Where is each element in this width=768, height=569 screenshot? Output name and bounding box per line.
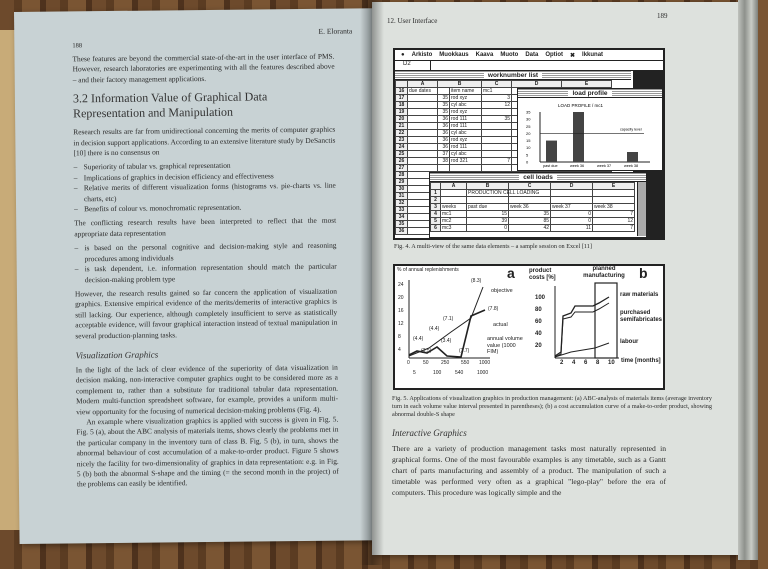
row-header: 1 <box>431 190 441 197</box>
y-tick-label: 12 <box>398 321 404 327</box>
row-header: 4 <box>431 211 441 218</box>
panel-label: b <box>639 265 648 281</box>
load-profile-window <box>517 88 663 171</box>
cell: 37 <box>438 151 450 158</box>
x-tick-label: past due <box>543 164 558 168</box>
cell: rod 321 <box>450 158 482 165</box>
row-header: 28 <box>396 172 408 179</box>
data-label: (4.4) <box>429 326 440 332</box>
cell: 39 <box>467 218 509 225</box>
cell <box>408 165 438 172</box>
list-item: – Superiority of tabular vs. graphical representation <box>74 160 336 173</box>
y-tick-label: 20 <box>398 295 404 301</box>
cell <box>482 151 512 158</box>
annotation: planned manufacturing <box>583 266 625 279</box>
bullet-list <box>74 160 337 215</box>
column-header: C <box>482 81 512 88</box>
row-header: 33 <box>396 207 408 214</box>
cell: 7 <box>593 225 635 232</box>
window-title: worknumber list <box>484 72 542 79</box>
row-header: 5 <box>431 218 441 225</box>
corner-cell <box>396 81 408 88</box>
y-tick-label: 20 <box>526 130 531 136</box>
column-header: A <box>441 183 467 190</box>
axis-label: time [months] <box>621 358 661 364</box>
cell <box>408 151 438 158</box>
cell <box>408 158 438 165</box>
cell: mc2 <box>441 218 467 225</box>
y-tick-label: 80 <box>535 307 542 313</box>
semifabricates-line <box>555 303 609 357</box>
cell: 12 <box>482 102 512 109</box>
cell <box>441 197 467 204</box>
x-tick-label: 4 <box>572 360 576 366</box>
cell: 35 <box>438 95 450 102</box>
table-row <box>431 190 635 197</box>
y-tick-label: 35 <box>526 109 531 115</box>
cell: 7 <box>482 158 512 165</box>
x-tick-label: 0 <box>407 360 410 366</box>
data-label: (8.3) <box>471 278 482 284</box>
cell: mc3 <box>441 225 467 232</box>
axis-label: % of annual replenishments <box>397 267 459 273</box>
paragraph: The conflicting research results have been interpreted to reflect that the most appropriate data representation <box>74 216 337 239</box>
row-header: 22 <box>396 130 408 137</box>
paragraph: In the light of the lack of clear evidence of the superiority of data visualization in decision making, non-interactive computer graphics ought to be considered more as a complement to, rather than a substitute for traditional tabular data representation. Modern multi-function spreadsheet software, for example, provides a uniform multi-view opportunity for the focusing of numerical decision-making problems (Fig. 4). <box>75 362 339 416</box>
x-tick-label: 250 <box>441 360 450 366</box>
row-header: 3 <box>431 204 441 211</box>
legend-label: raw materials <box>620 292 659 298</box>
paragraph: An example where visualization graphics is applied with success is given in Fig. 5. Fig. 5 (a), about the ABC analysis of materials items, shows clearly the problems met in the particular company in the inventory turn of class B. Fig. 5 (b), in turn, shows the abnormal behaviour of cost accumulation of a make-to-order product. Figure 5 shows nicely the facility for two-dimensionality of graphics in data representation: e.g. in Fig. 5 (b) both the abnormal S-shape and the timing (= the second month in the project) of the problems can easily be identified. <box>76 414 339 489</box>
cell: PRODUCTION CELL LOADING <box>468 189 540 196</box>
x-tick-label: 1000 <box>479 360 491 366</box>
paragraph: There are a variety of production management tasks most naturally represented in graphical forms. One of the most favourable examples is any timetable, such as a Gantt chart of parts manufacturing and assembly of a product. The manipulation of such a timetable was performed very often as a graphical "lego-play" before the era of computers. This procedure was logically simple and the <box>392 444 666 497</box>
cell: rod 111 <box>450 116 482 123</box>
row-header: 24 <box>396 144 408 151</box>
running-head: E. Eloranta <box>318 26 353 36</box>
section-title: 3.2 Information Value of Graphical Data Representation and Manipulation <box>72 89 268 121</box>
cell: week 37 <box>551 204 593 211</box>
x-tick-label: 8 <box>596 360 600 366</box>
x-tick-label: 6 <box>584 360 588 366</box>
row-header: 36 <box>396 228 408 235</box>
cell: 36 <box>438 123 450 130</box>
row-header: 2 <box>431 197 441 204</box>
row-header: 35 <box>396 221 408 228</box>
y-tick-label: 8 <box>398 334 401 340</box>
cell: 12 <box>593 218 635 225</box>
column-header: B <box>438 81 482 88</box>
y-tick-label: 10 <box>526 145 531 151</box>
row-header: 20 <box>396 116 408 123</box>
data-label: (3.4) <box>441 338 452 344</box>
x-tick-label: 550 <box>461 360 470 366</box>
row-header: 25 <box>396 151 408 158</box>
row-header: 18 <box>396 102 408 109</box>
formula-bar <box>395 61 663 71</box>
list-item: – is task dependent, i.e. information representation should match the particular decision-making problem type <box>75 262 337 286</box>
group-label: 5 <box>413 370 416 376</box>
table-row <box>431 225 635 232</box>
window-title: cell loads <box>519 174 557 181</box>
row-header: 16 <box>396 88 408 95</box>
row-header: 34 <box>396 214 408 221</box>
cell: due dates <box>408 88 438 95</box>
cell: mc1 <box>482 88 512 95</box>
cell-reference: D2 <box>395 61 431 70</box>
menu-item: Optiot <box>545 52 564 58</box>
figure-5 <box>393 264 665 390</box>
row-header: 32 <box>396 200 408 207</box>
table-row <box>431 197 635 204</box>
load-profile-chart <box>518 98 661 170</box>
y-tick-label: 100 <box>535 295 546 301</box>
panel-label: a <box>507 265 515 281</box>
legend-label: purchased semifabricates <box>620 310 663 323</box>
cell: rod xyz <box>450 95 482 102</box>
figure-5-caption: Fig. 5. Applications of visualization graphics in production management: (a) ABC-analysis of materials items (average inventory turn in each volume value interval presented in parentheses); (b) a cost accumulation curve of a make-to-order product, showing abnormal double-S shape <box>392 395 712 418</box>
column-header: D <box>512 81 562 88</box>
cell: cyl abc <box>450 102 482 109</box>
running-head: 12. User Interface <box>387 17 438 25</box>
group-label: 1000 <box>477 370 489 376</box>
cell <box>438 165 450 172</box>
x-tick-label: week 36 <box>570 164 585 168</box>
axis-label: annual volume value (1000 FIM) <box>487 336 523 355</box>
cell <box>482 109 512 116</box>
column-header: A <box>408 81 438 88</box>
bullet-list <box>74 241 336 285</box>
capacity-label: capacity level <box>620 127 642 132</box>
group-label: 540 <box>455 370 464 376</box>
paragraph: However, the research results gained so far concern the application of visualization graphics. Extensive empirical evidence of the merits/demerits of interactive graphics is still lacking. Our experience, although completely insufficient to serve as statistically acceptable evidence, will favour graphical interaction instead of textual manipulation in several production-planning tasks. <box>74 286 338 340</box>
paragraph: Research results are far from unidirectional concerning the merits of computer graphics in decision support applications. According to an extensive literature study by DeSanctis [10] there is no consensus on <box>73 124 336 158</box>
page-number: 189 <box>657 12 668 20</box>
table-row <box>431 211 635 218</box>
bar <box>546 141 557 162</box>
list-item: – is based on the personal cognitive and decision-making style and reasoning procedures among individuals <box>74 241 336 265</box>
menu-item: Kaava <box>475 52 494 58</box>
cell: week 38 <box>593 204 635 211</box>
cell <box>408 144 438 151</box>
chart-title: LOAD PROFILE / mc1 <box>558 103 604 108</box>
y-tick-label: 16 <box>398 308 404 314</box>
cell: 11 <box>551 225 593 232</box>
cell: rod xyz <box>450 109 482 116</box>
legend-label: actual <box>493 322 508 328</box>
cell <box>408 102 438 109</box>
cell: 3 <box>482 95 512 102</box>
menu-item: Arkisto <box>411 52 433 58</box>
cell-loads-grid <box>430 182 635 232</box>
cell: 0 <box>551 211 593 218</box>
cell: rod xyz <box>450 137 482 144</box>
y-tick-label: 5 <box>526 152 529 158</box>
figure-4-excel-screenshot <box>393 48 665 240</box>
cell <box>438 88 450 95</box>
left-page-body <box>72 52 339 495</box>
cell: 38 <box>438 158 450 165</box>
row-header: 31 <box>396 193 408 200</box>
cell: 42 <box>509 225 551 232</box>
cell: item name <box>450 88 482 95</box>
row-header: 30 <box>396 186 408 193</box>
cell: cyl abc <box>450 151 482 158</box>
apple-icon: ● <box>401 52 405 58</box>
x-tick-label: week 38 <box>624 164 639 168</box>
y-tick-label: 4 <box>398 347 401 353</box>
row-header: 21 <box>396 123 408 130</box>
row-header: 6 <box>431 225 441 232</box>
row-header: 29 <box>396 179 408 186</box>
y-tick-label: 60 <box>535 319 542 325</box>
row-header: 27 <box>396 165 408 172</box>
column-header: E <box>593 183 635 190</box>
cell: 36 <box>438 130 450 137</box>
menu-item: Muoto <box>500 52 519 58</box>
macro-icon: ✖ <box>570 52 576 59</box>
data-label: (7.8) <box>488 306 499 312</box>
menu-item: Muokkaus <box>439 52 469 58</box>
book-gutter <box>360 0 384 565</box>
subheading: Visualization Graphics <box>75 349 159 361</box>
legend-label: objective <box>491 288 513 294</box>
bar <box>627 152 638 162</box>
x-tick-label: 50 <box>423 360 429 366</box>
cell <box>408 109 438 116</box>
cell <box>482 144 512 151</box>
data-label: (4.4) <box>413 336 424 342</box>
page-edges <box>738 0 758 560</box>
table-row <box>431 204 635 211</box>
cell <box>482 165 512 172</box>
list-item: – Relative merits of different visualization forms (histograms vs. pie-charts vs. line charts, etc) <box>74 181 336 205</box>
cell <box>482 130 512 137</box>
x-tick-label: 10 <box>608 360 615 366</box>
list-item: – Implications of graphics in decision efficiency and effectiveness <box>74 170 336 183</box>
cell <box>482 137 512 144</box>
row-header: 19 <box>396 109 408 116</box>
cell: week 36 <box>509 204 551 211</box>
y-tick-label: 24 <box>398 282 404 288</box>
cell <box>408 130 438 137</box>
intro-paragraph: These features are beyond the commercial state-of-the-art in the user interface of PMS. However, research laboratories are experimenting with all the features described above – and their factory management applications. <box>72 51 335 85</box>
cell <box>441 190 467 197</box>
table-row <box>431 218 635 225</box>
y-tick-label: 30 <box>526 116 531 122</box>
cell: 35 <box>509 211 551 218</box>
cell: 36 <box>438 116 450 123</box>
cell: 36 <box>438 137 450 144</box>
cell-loads-window <box>429 172 647 238</box>
cell: rod 111 <box>450 144 482 151</box>
cell: 35 <box>482 116 512 123</box>
data-label: (1.7) <box>459 348 470 354</box>
cell: rod 111 <box>450 123 482 130</box>
right-page-body <box>392 395 712 502</box>
cell: 36 <box>438 144 450 151</box>
data-label: (3.5) <box>421 348 432 354</box>
page-number: 188 <box>72 42 83 50</box>
cell: 35 <box>438 102 450 109</box>
cell: 0 <box>551 218 593 225</box>
subheading: Interactive Graphics <box>392 428 467 438</box>
row-header: 23 <box>396 137 408 144</box>
menu-item: Ikkunat <box>582 52 604 58</box>
cell: 35 <box>438 109 450 116</box>
column-header: D <box>551 183 593 190</box>
y-tick-label: 15 <box>526 138 531 144</box>
cell <box>450 165 482 172</box>
cell: mc1 <box>441 211 467 218</box>
axis-label: product costs [%] <box>529 268 556 281</box>
raw-materials-line <box>555 297 609 356</box>
vertical-scrollbar[interactable] <box>637 182 646 236</box>
cell <box>408 95 438 102</box>
cell <box>509 197 551 204</box>
menu-item: Data <box>525 52 539 58</box>
y-tick-label: 20 <box>535 343 542 349</box>
legend-label: labour <box>620 339 639 345</box>
corner-cell <box>431 183 441 190</box>
left-page <box>14 8 380 544</box>
cell <box>408 137 438 144</box>
cell <box>551 190 593 197</box>
cell <box>551 197 593 204</box>
column-header: C <box>509 183 551 190</box>
cell: cyl abc <box>450 130 482 137</box>
row-header: 17 <box>396 95 408 102</box>
group-label: 100 <box>433 370 442 376</box>
cell <box>593 190 635 197</box>
cell: weeks <box>441 204 467 211</box>
bar <box>573 112 584 162</box>
labour-line <box>555 343 609 357</box>
column-header: B <box>467 183 509 190</box>
cell: 85 <box>509 218 551 225</box>
right-page <box>372 2 742 555</box>
column-header: E <box>562 81 612 88</box>
cell: past due <box>467 204 509 211</box>
window-title: load profile <box>568 90 611 97</box>
x-tick-label: week 37 <box>597 164 612 168</box>
cell: 15 <box>467 211 509 218</box>
x-tick-label: 2 <box>560 360 564 366</box>
cell <box>408 116 438 123</box>
y-tick-label: 40 <box>535 331 542 337</box>
figure-4-caption: Fig. 4. A multi-view of the same data elements – a sample session on Excel [11] <box>394 243 592 250</box>
cell <box>408 123 438 130</box>
cell <box>593 197 635 204</box>
menu-bar <box>395 50 663 61</box>
data-label: (7.1) <box>443 316 454 322</box>
cell: 0 <box>467 225 509 232</box>
cell: 7 <box>593 211 635 218</box>
list-item: – Benefits of colour vs. monochromatic representation. <box>74 202 336 215</box>
y-tick-label: 25 <box>526 123 531 129</box>
y-tick-label: 0 <box>526 159 529 165</box>
cell <box>482 123 512 130</box>
row-header: 26 <box>396 158 408 165</box>
cell <box>467 197 509 204</box>
